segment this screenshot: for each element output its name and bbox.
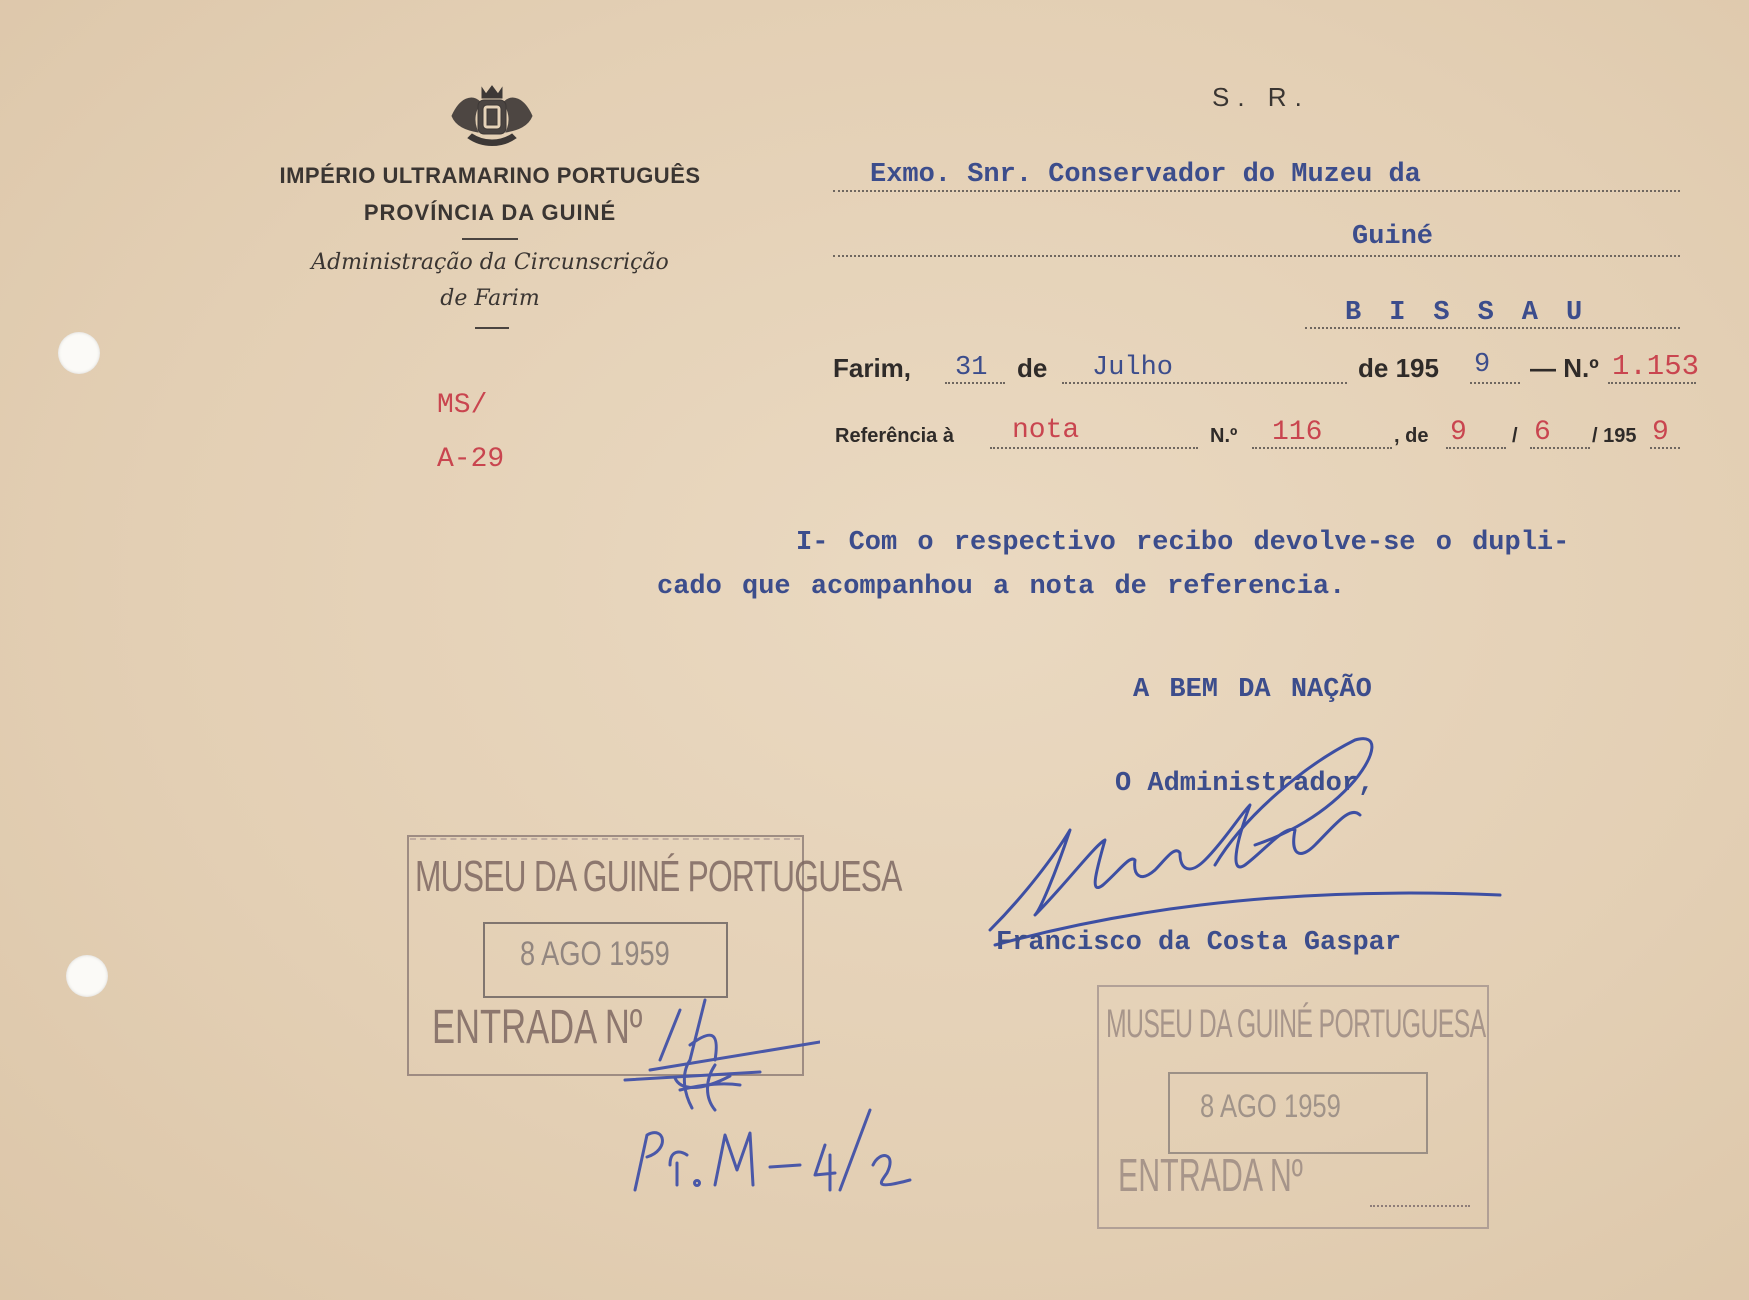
- letterhead-administration: Administração da Circunscrição: [311, 250, 669, 275]
- reference-date-sep-1: /: [1512, 425, 1518, 447]
- file-code: MS/: [437, 390, 488, 421]
- coat-of-arms-icon: [442, 80, 542, 152]
- file-code-secondary: A-29: [437, 444, 505, 475]
- handwritten-note: [625, 1095, 925, 1205]
- stamp-left-header: MUSEU DA GUINÉ PORTUGUESA: [415, 852, 902, 901]
- reference-label: Referência à: [835, 425, 954, 447]
- addressee-dotline-2: [833, 255, 1680, 257]
- service-mark: S. R.: [1212, 82, 1310, 112]
- body-text-line-1: I- Com o respectivo recibo devolve-se o dupli-: [796, 528, 1570, 558]
- stamp-left-entry-label: ENTRADA Nº: [432, 1001, 643, 1054]
- addressee-line-2: Guiné: [1352, 222, 1434, 252]
- addressee-dotline-1: [833, 190, 1680, 192]
- stamp-border-inner: [410, 838, 800, 843]
- letterhead-location: de Farim: [440, 286, 540, 311]
- reference-date-label: , de: [1394, 425, 1429, 447]
- letterhead-province: PROVÍNCIA DA GUINÉ: [363, 200, 617, 225]
- reference-date-sep-2: / 195: [1592, 425, 1637, 447]
- signatory-name: Francisco da Costa Gaspar: [996, 928, 1402, 958]
- date-month: Julho: [1092, 353, 1174, 383]
- reference-type-dotline: [990, 447, 1198, 449]
- letterhead-rule-small: [475, 327, 509, 329]
- body-text-line-2: cado que acompanhou a nota de referencia.: [657, 572, 1346, 602]
- reference-day: 9: [1450, 417, 1467, 448]
- stamp-left-date: 8 AGO 1959: [520, 935, 670, 973]
- reference-number-label: N.º: [1210, 425, 1238, 447]
- year-dotline: [1470, 382, 1520, 384]
- date-place-label: Farim,: [833, 353, 912, 383]
- addressee-line-1: Exmo. Snr. Conservador do Muzeu da: [870, 160, 1421, 190]
- date-day: 31: [955, 353, 988, 383]
- letterhead-empire: IMPÉRIO ULTRAMARINO PORTUGUÊS: [279, 163, 701, 188]
- date-year-digit: 9: [1474, 350, 1491, 380]
- reference-month: 6: [1534, 417, 1551, 448]
- punch-hole-top: [58, 332, 100, 374]
- letterhead-rule: [462, 238, 518, 240]
- reference-year-digit: 9: [1652, 417, 1669, 448]
- handwritten-signature: [985, 735, 1505, 960]
- addressee-city: BISSAU: [1345, 298, 1611, 328]
- closing-salutation: A BEM DA NAÇÃO: [1133, 675, 1372, 705]
- date-year-label: de 195: [1358, 353, 1439, 383]
- stamp-right-entry-dotline: [1370, 1205, 1470, 1207]
- punch-hole-bottom: [66, 955, 108, 997]
- signatory-title: O Administrador,: [1115, 769, 1375, 799]
- stamp-right-date: 8 AGO 1959: [1200, 1088, 1341, 1124]
- reference-doc-type: nota: [1012, 415, 1080, 446]
- stamp-right-entry-label: ENTRADA Nº: [1118, 1149, 1303, 1201]
- date-de-label: de: [1017, 353, 1048, 383]
- document-number: 1.153: [1612, 350, 1700, 383]
- document-number-label: — N.º: [1530, 353, 1599, 383]
- stamp-right-header: MUSEU DA GUINÉ PORTUGUESA: [1106, 1002, 1486, 1046]
- reference-number: 116: [1272, 417, 1323, 448]
